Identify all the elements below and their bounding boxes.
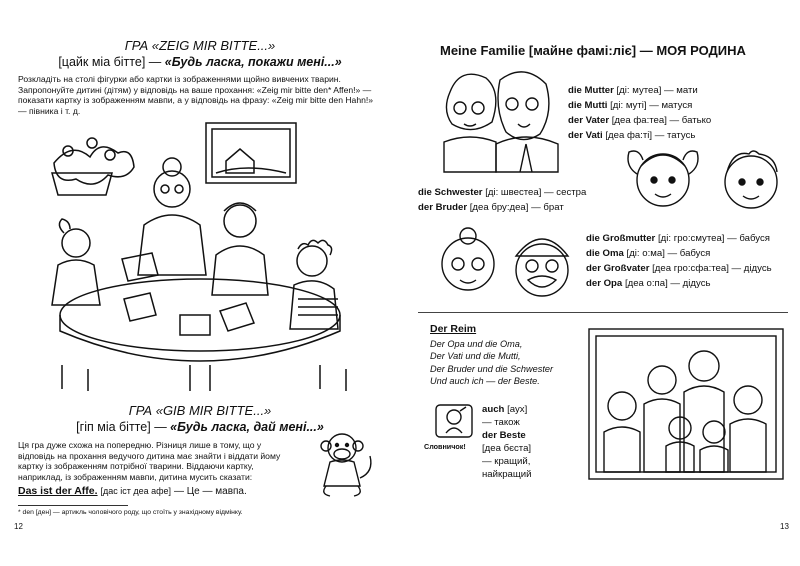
dictionary-pron: [аух] — [507, 404, 528, 415]
reim-poem — [430, 338, 553, 388]
dictionary-entry — [482, 403, 582, 429]
vocab-de: die Großmutter — [586, 233, 656, 244]
parents-vocab-list — [568, 83, 711, 143]
vocab-pron: [деа бру:деа] — [469, 202, 529, 213]
vocab-pron: [деа гро:сфа:теа] — [652, 263, 729, 274]
vocab-item — [418, 185, 586, 200]
dictionary-entry — [482, 429, 582, 481]
grandparents-illustration — [430, 226, 580, 306]
family-heading-pron: [майне фамі:ліє] — [528, 43, 637, 58]
vocab-de: der Großvater — [586, 263, 650, 274]
dictionary-entries — [482, 403, 582, 481]
game2-example-de: Das ist der Affe. — [18, 485, 98, 497]
game2-dash: — — [154, 420, 167, 434]
vocab-pron: [ді: мутеа] — [616, 85, 662, 96]
family-portrait-illustration — [588, 328, 784, 480]
game2-pron: [гіп міа бітте] — [76, 420, 151, 434]
dictionary-uk: — кращий, найкращий — [482, 456, 532, 480]
siblings-vocab-list — [418, 185, 586, 215]
vocab-item — [568, 83, 711, 98]
children-at-table-illustration — [40, 115, 360, 395]
game2-example-uk: — Це — мавпа. — [173, 486, 247, 497]
vocab-item — [418, 200, 586, 215]
dictionary-icon — [434, 403, 474, 439]
vocab-de: die Schwester — [418, 187, 483, 198]
game2-example-pron: [дас іст деа афе] — [100, 486, 172, 496]
footnote: * den [ден] — артикль чоловічого роду, що стоїть у знахідному відмінку. — [18, 509, 243, 516]
vocab-item — [586, 231, 772, 246]
poem-line: Der Opa und die Oma, — [430, 339, 523, 349]
vocab-pron: [деа фа:теа] — [611, 115, 667, 126]
reim-title: Der Reim — [430, 323, 477, 335]
vocab-item — [586, 261, 772, 276]
vocab-de: der Vater — [568, 115, 610, 126]
family-heading-de: Meine Familie — [440, 43, 526, 58]
children-faces-illustration — [623, 140, 793, 220]
vocab-pron: [ді: о:ма] — [626, 248, 665, 259]
game1-body: Розкладіть на столі фігурки або картки із зображеннями щойно вивчених тварин. Запропонуйте дитині (дітям) у відповідь на ваше прохання: «Zeig mir bitte den* Affen!» — показати картку із зображенням мавпи, а у відповідь на фразу: «Zeig mir bitte den Hahn!» — півника і т. д. — [18, 74, 374, 116]
family-heading-uk: — МОЯ РОДИНА — [639, 43, 746, 58]
family-heading — [440, 43, 746, 58]
vocab-item — [568, 113, 711, 128]
game2-title: ГРА «GIB MIR BITTE...» — [128, 403, 272, 418]
vocab-uk: — дідусь — [670, 278, 711, 289]
vocab-uk: — батько — [669, 115, 712, 126]
vocab-uk: — мати — [664, 85, 698, 96]
vocab-de: die Oma — [586, 248, 624, 259]
game2-body: Ця гра дуже схожа на попередню. Різниця лише в тому, що у відповідь на прохання ведучого дитина має знайти і віддати йому картку із зображенням потрібної тварини. Віддаючи картку, наприклад, із зображенням мавпи, дитина мусить сказати: — [18, 440, 281, 482]
game1-title: ГРА «ZEIG MIR BITTE...» — [124, 38, 276, 53]
dictionary-label: Словничок! — [424, 442, 466, 451]
vocab-uk: — матуся — [649, 100, 693, 111]
vocab-uk: — татусь — [654, 130, 696, 141]
vocab-item — [568, 98, 711, 113]
dictionary-de: der Beste — [482, 430, 526, 441]
vocab-de: der Opa — [586, 278, 623, 289]
section-divider — [418, 312, 788, 313]
vocab-pron: [ді: гро:смутеа] — [657, 233, 725, 244]
dictionary-pron: [деа бєста] — [482, 443, 532, 454]
game1-pron: [цайк міа бітте] — [58, 55, 146, 69]
game1-meaning: «Будь ласка, покажи мені...» — [164, 55, 342, 69]
game2-example — [18, 485, 247, 497]
vocab-uk: — сестра — [544, 187, 587, 198]
game1-translation — [0, 55, 400, 69]
poem-line: Der Vati und die Mutti, — [430, 351, 521, 362]
vocab-de: der Bruder — [418, 202, 468, 213]
dictionary-de: auch — [482, 404, 505, 415]
game2-meaning: «Будь ласка, дай мені...» — [170, 420, 324, 434]
vocab-pron: [ді: швестеа] — [485, 187, 542, 198]
vocab-pron: [деа о:па] — [624, 278, 668, 289]
page-number-left: 12 — [14, 522, 23, 531]
vocab-pron: [деа фа:ті] — [605, 130, 653, 141]
vocab-uk: — дідусь — [731, 263, 772, 274]
right-page — [408, 0, 800, 566]
vocab-uk: — бабуся — [667, 248, 711, 259]
vocab-uk: — бабуся — [727, 233, 770, 244]
page-number-right: 13 — [780, 522, 789, 531]
vocab-pron: [ді: муті] — [610, 100, 647, 111]
vocab-de: der Vati — [568, 130, 603, 141]
vocab-item — [586, 276, 772, 291]
poem-line: Der Bruder und die Schwester — [430, 363, 554, 374]
game1-dash: — — [148, 55, 162, 69]
monkey-illustration — [312, 430, 378, 500]
grandparents-vocab-list — [586, 231, 772, 291]
vocab-de: die Mutter — [568, 85, 614, 96]
parents-illustration — [430, 62, 570, 172]
poem-line: Und auch ich — der Beste. — [430, 376, 540, 387]
vocab-de: die Mutti — [568, 100, 608, 111]
vocab-item — [586, 246, 772, 261]
footnote-divider — [18, 505, 128, 506]
dictionary-uk: — також — [482, 417, 520, 428]
vocab-uk: — брат — [531, 202, 564, 213]
